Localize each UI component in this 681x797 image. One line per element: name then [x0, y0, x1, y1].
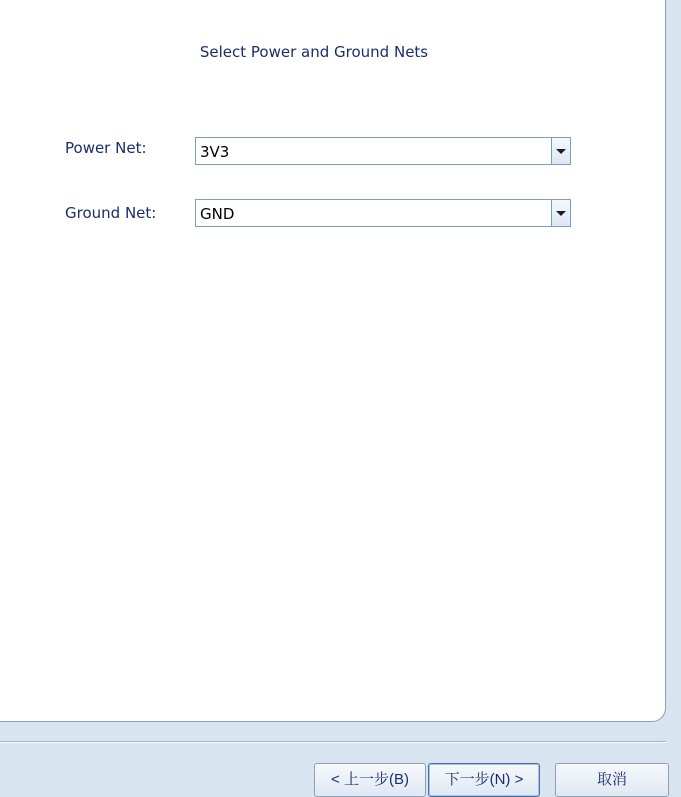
power-net-select[interactable]	[195, 137, 571, 165]
ground-net-select[interactable]	[195, 199, 571, 227]
chevron-down-icon	[556, 149, 566, 154]
footer-divider	[0, 741, 666, 743]
power-net-value: 3V3	[200, 143, 230, 161]
next-button[interactable]: 下一步(N) >	[428, 763, 540, 797]
chevron-down-icon	[556, 211, 566, 216]
ground-net-dropdown-button[interactable]	[551, 200, 570, 226]
back-button[interactable]: < 上一步(B)	[314, 763, 426, 797]
page-title: Select Power and Ground Nets	[199, 43, 429, 61]
ground-net-label: Ground Net:	[65, 204, 157, 222]
power-net-label: Power Net:	[65, 139, 147, 157]
ground-net-value: GND	[200, 205, 235, 223]
power-net-dropdown-button[interactable]	[551, 138, 570, 164]
cancel-button[interactable]: 取消	[555, 763, 669, 797]
